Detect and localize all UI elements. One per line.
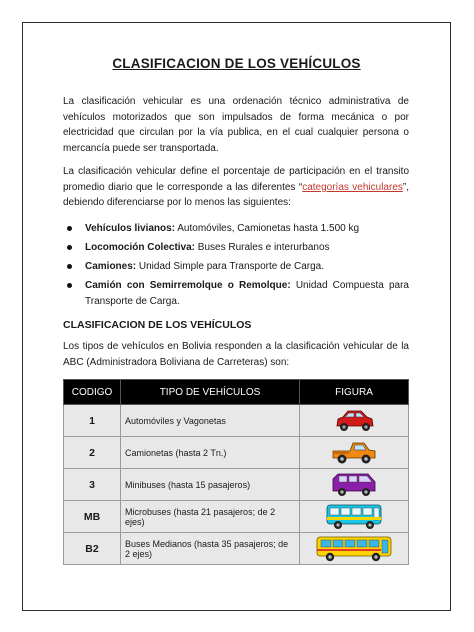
red-car-icon: [333, 408, 375, 434]
cell-figure: [300, 405, 409, 437]
section-subtitle: CLASIFICACION DE LOS VEHÍCULOS: [63, 319, 252, 331]
list-item-term: Vehículos livianos:: [85, 223, 176, 234]
cell-figure: [300, 501, 409, 533]
cell-type: Microbuses (hasta 21 pasajeros; de 2 ejes): [121, 501, 300, 533]
paragraph-definition-start: La clasificación vehicular define el porcentaje de participación en el transito promedio diario que le corresponde a las diferentes “: [63, 166, 409, 193]
bullet-icon: [67, 283, 72, 288]
cell-code: 1: [64, 405, 121, 437]
orange-pickup-icon: [330, 439, 378, 467]
cell-type: Camionetas (hasta 2 Tn.): [121, 437, 300, 469]
table-row: [64, 405, 409, 437]
list-item-text: Unidad Compuesta para Transporte de Carga.: [85, 280, 409, 307]
cell-code: MB: [64, 501, 121, 533]
yellow-bus-icon: [314, 534, 394, 564]
paragraph-intro: La clasificación vehicular es una ordenación técnico administrativa de vehículos motorizados que son impulsados de forma mecánica o por electricidad que circulan por la vía publica, en el cual cualquier persona o mercancía puede ser transportada.: [63, 96, 409, 154]
table-row: [64, 501, 409, 533]
table-row: [64, 469, 409, 501]
document-page: [22, 22, 451, 611]
cell-code: 2: [64, 437, 121, 469]
bullet-icon: [67, 226, 72, 231]
vehicle-category-list: [63, 221, 409, 313]
cyan-microbus-icon: [324, 502, 384, 532]
categorias-vehiculares-link[interactable]: categorías vehiculares: [302, 181, 403, 193]
cell-figure: [300, 469, 409, 501]
list-item: [63, 259, 409, 275]
table-row: [64, 533, 409, 565]
paragraph-bolivia-types: Los tipos de vehículos en Bolivia responden a la clasificación vehicular de la ABC (Administradora Boliviana de Carreteras) son:: [63, 341, 409, 368]
cell-type: Automóviles y Vagonetas: [121, 405, 300, 437]
document-title: CLASIFICACION DE LOS VEHÍCULOS: [112, 56, 361, 71]
bullet-icon: [67, 264, 72, 269]
cell-type: Buses Medianos (hasta 35 pasajeros; de 2 ejes): [121, 533, 300, 565]
list-item-text: Automóviles, Camionetas hasta 1.500 kg: [175, 223, 360, 234]
list-item-text: Unidad Simple para Transporte de Carga.: [136, 261, 325, 273]
bullet-icon: [67, 245, 72, 250]
cell-code: B2: [64, 533, 121, 565]
table-header-row: [64, 380, 409, 405]
list-item: [63, 278, 409, 309]
cell-figure: [300, 533, 409, 565]
cell-code: 3: [64, 469, 121, 501]
header-tipo: TIPO DE VEHÍCULOS: [121, 380, 300, 405]
list-item: [63, 221, 409, 237]
purple-minibus-icon: [330, 471, 378, 499]
list-item-term: Locomoción Colectiva:: [85, 242, 196, 254]
header-codigo: CODIGO: [64, 380, 121, 405]
list-item: [63, 240, 409, 256]
table-row: [64, 437, 409, 469]
paragraph-definition: [63, 164, 409, 211]
list-item-term: Camiones:: [85, 261, 137, 273]
header-figura: FIGURA: [300, 380, 409, 405]
vehicle-classification-table: [63, 379, 409, 565]
paragraph-definition-end: ”, debiendo diferenciarse por lo menos las siguientes:: [63, 181, 409, 209]
cell-type: Minibuses (hasta 15 pasajeros): [121, 469, 300, 501]
list-item-text: Buses Rurales e interurbanos: [195, 242, 330, 254]
cell-figure: [300, 437, 409, 469]
list-item-term: Camión con Semirremolque o Remolque:: [85, 280, 291, 292]
